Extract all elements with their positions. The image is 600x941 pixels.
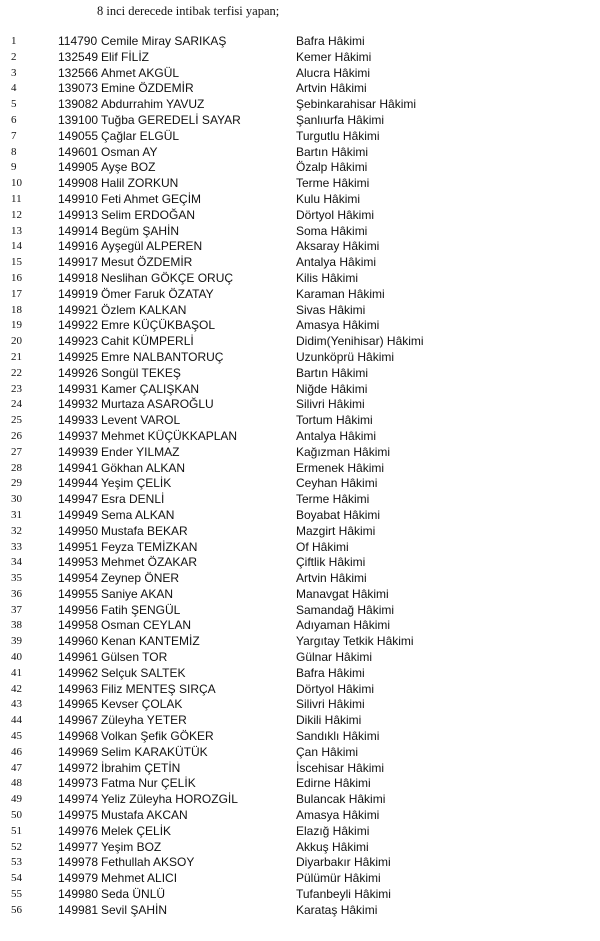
registry-number: 149978 [58,855,99,870]
person-name: Begüm ŞAHİN [101,223,180,238]
registry-number: 149962 [58,665,99,680]
row-number: 8 [11,145,17,158]
assignment-place: Soma Hâkimi [296,223,368,238]
person-name: Saniye AKAN [101,586,174,601]
assignment-place: Kilis Hâkimi [296,270,359,285]
assignment-place: Ermenek Hâkimi [296,460,385,475]
person-name: Seda ÜNLÜ [101,887,166,902]
row-number: 48 [11,777,22,790]
registry-number: 139073 [58,81,99,96]
person-name: Kevser ÇOLAK [101,697,183,712]
row-number: 10 [11,177,22,190]
assignment-place: Artvin Hâkimi [296,571,367,586]
registry-number: 149601 [58,144,99,159]
person-name: Sema ALKAN [101,507,175,522]
row-number: 22 [11,366,22,379]
row-number: 4 [11,82,17,95]
person-name: Ayşe BOZ [101,160,156,175]
list-item [0,224,600,240]
list-item [0,808,600,824]
assignment-place: Silivri Hâkimi [296,697,365,712]
row-number: 40 [11,651,22,664]
person-name: Tuğba GEREDELİ SAYAR [101,112,241,127]
registry-number: 149921 [58,302,99,317]
assignment-place: Şebinkarahisar Hâkimi [296,97,417,112]
person-name: Ender YILMAZ [101,444,180,459]
list-item [0,176,600,192]
registry-number: 149950 [58,523,99,538]
row-number: 30 [11,493,22,506]
assignment-place: Sandıklı Hâkimi [296,729,380,744]
registry-number: 149967 [58,713,99,728]
row-number: 21 [11,350,22,363]
assignment-place: Antalya Hâkimi [296,255,377,270]
list-item [0,97,600,113]
row-number: 43 [11,698,22,711]
assignment-place: Kemer Hâkimi [296,49,372,64]
list-item [0,792,600,808]
registry-number: 149956 [58,602,99,617]
list-item [0,476,600,492]
assignment-place: Kağızman Hâkimi [296,444,391,459]
assignment-place: Bafra Hâkimi [296,665,365,680]
person-name: Mehmet KÜÇÜKKAPLAN [101,428,238,443]
assignment-place: Artvin Hâkimi [296,81,367,96]
person-name: Levent VAROL [101,413,181,428]
list-item [0,776,600,792]
registry-number: 149972 [58,760,99,775]
row-number: 51 [11,824,22,837]
person-name: Melek ÇELİK [101,823,172,838]
list-item [0,855,600,871]
registry-number: 132566 [58,65,99,80]
row-number: 27 [11,445,22,458]
assignment-place: Manavgat Hâkimi [296,586,389,601]
registry-number: 149944 [58,476,99,491]
list-item [0,350,600,366]
person-name: Neslihan GÖKÇE ORUÇ [101,270,234,285]
list-item [0,540,600,556]
list-item [0,129,600,145]
assignment-place: Dörtyol Hâkimi [296,207,375,222]
assignment-place: Dörtyol Hâkimi [296,681,375,696]
assignment-place: Bartın Hâkimi [296,365,369,380]
list-item [0,208,600,224]
list-item [0,618,600,634]
person-name: Murtaza ASAROĞLU [101,397,214,412]
list-item [0,113,600,129]
row-number: 44 [11,714,22,727]
person-name: Mustafa AKCAN [101,808,188,823]
assignment-place: Çiftlik Hâkimi [296,555,366,570]
assignment-place: Amasya Hâkimi [296,808,380,823]
row-number: 45 [11,730,22,743]
list-item [0,429,600,445]
row-number: 1 [11,35,17,47]
row-number: 23 [11,382,22,395]
row-number: 3 [11,66,17,79]
list-item [0,271,600,287]
registry-number: 149916 [58,239,99,254]
person-name: Emre KÜÇÜKBAŞOL [101,318,216,333]
person-name: Osman AY [101,144,158,159]
row-number: 19 [11,319,22,332]
list-item [0,871,600,887]
assignment-place: Karataş Hâkimi [296,902,378,917]
assignment-place: Pülümür Hâkimi [296,871,381,886]
person-name: Ömer Faruk ÖZATAY [101,286,214,301]
list-item [0,666,600,682]
row-number: 31 [11,508,22,521]
row-number: 35 [11,572,22,585]
registry-number: 149947 [58,492,99,507]
assignment-place: Silivri Hâkimi [296,397,365,412]
person-name: Mehmet ALICI [101,871,178,886]
assignment-place: Ceyhan Hâkimi [296,476,378,491]
person-name: Çağlar ELGÜL [101,128,180,143]
person-name: Ayşegül ALPEREN [101,239,203,254]
person-name: Gökhan ALKAN [101,460,186,475]
person-name: Fethullah AKSOY [101,855,195,870]
person-name: Selim ERDOĞAN [101,207,196,222]
registry-number: 139082 [58,97,99,112]
list-item [0,303,600,319]
row-number: 26 [11,429,22,442]
person-name: İbrahim ÇETİN [101,760,181,775]
registry-number: 149974 [58,792,99,807]
registry-number: 149955 [58,586,99,601]
assignment-place: Boyabat Hâkimi [296,507,381,522]
registry-number: 149954 [58,571,99,586]
list-item [0,634,600,650]
person-name: Feti Ahmet GEÇİM [101,191,202,206]
assignment-place: Turgutlu Hâkimi [296,128,380,143]
assignment-place: Dikili Hâkimi [296,713,362,728]
person-name: Selim KARAKÜTÜK [101,744,208,759]
registry-number: 132549 [58,49,99,64]
person-name: Yeliz Züleyha HOROZGİL [101,792,238,807]
row-number: 39 [11,635,22,648]
list-item [0,508,600,524]
assignment-place: Adıyaman Hâkimi [296,618,391,633]
person-name: Abdurrahim YAVUZ [101,97,205,112]
list-item [0,492,600,508]
row-number: 7 [11,129,17,142]
list-item [0,397,600,413]
person-name: Sevil ŞAHİN [101,902,168,917]
person-name: Osman CEYLAN [101,618,192,633]
list-heading: 8 inci derecede intibak terfisi yapan; [97,4,280,18]
assignment-place: Kulu Hâkimi [296,191,361,206]
row-number: 14 [11,240,22,253]
registry-number: 149963 [58,681,99,696]
registry-number: 149975 [58,808,99,823]
list-item [0,887,600,903]
person-name: Yeşim BOZ [101,839,162,854]
registry-number: 149941 [58,460,99,475]
list-item [0,334,600,350]
registry-number: 149923 [58,334,99,349]
list-item [0,840,600,856]
list-item [0,66,600,82]
registry-number: 149055 [58,128,99,143]
list-item [0,287,600,303]
registry-number: 149980 [58,887,99,902]
list-item [0,745,600,761]
registry-number: 149960 [58,634,99,649]
assignment-place: Gülnar Hâkimi [296,650,373,665]
person-name: Züleyha YETER [101,713,187,728]
person-name: Songül TEKEŞ [101,365,181,380]
registry-number: 149958 [58,618,99,633]
registry-number: 149913 [58,207,99,222]
list-item [0,50,600,66]
list-item [0,160,600,176]
row-number: 25 [11,414,22,427]
list-item [0,382,600,398]
registry-number: 149917 [58,255,99,270]
list-item [0,587,600,603]
row-number: 38 [11,619,22,632]
person-name: Halil ZORKUN [101,176,179,191]
row-number: 12 [11,208,22,221]
row-number: 32 [11,524,22,537]
assignment-place: Şanlıurfa Hâkimi [296,112,385,127]
assignment-place: Sivas Hâkimi [296,302,366,317]
row-number: 6 [11,113,17,126]
list-item [0,555,600,571]
row-number: 54 [11,872,22,885]
list-item [0,571,600,587]
row-number: 42 [11,682,22,695]
assignment-place: Diyarbakır Hâkimi [296,855,391,870]
registry-number: 149979 [58,871,99,886]
assignment-place: Terme Hâkimi [296,492,370,507]
person-name: Özlem KALKAN [101,302,187,317]
list-item [0,824,600,840]
list-item [0,697,600,713]
row-number: 53 [11,856,22,869]
assignment-place: Elazığ Hâkimi [296,823,370,838]
assignment-place: Didim(Yenihisar) Hâkimi [296,334,424,349]
row-number: 20 [11,335,22,348]
list-item [0,145,600,161]
person-name: Zeynep ÖNER [101,571,180,586]
assignment-place: Bafra Hâkimi [296,34,365,48]
row-number: 2 [11,50,17,63]
assignment-place: Tufanbeyli Hâkimi [296,887,391,902]
row-number: 5 [11,98,17,111]
list-item [0,761,600,777]
list-item [0,413,600,429]
list-item [0,650,600,666]
row-number: 49 [11,793,22,806]
row-number: 11 [11,192,22,205]
registry-number: 149973 [58,776,99,791]
person-name: Feyza TEMİZKAN [101,539,198,554]
row-number: 41 [11,666,22,679]
person-name: Fatih ŞENGÜL [101,602,181,617]
registry-number: 149977 [58,839,99,854]
registry-number: 149976 [58,823,99,838]
list-item [0,445,600,461]
person-name: Yeşim ÇELİK [101,476,172,491]
list-item [0,255,600,271]
row-number: 55 [11,888,22,901]
assignment-place: Bulancak Hâkimi [296,792,386,807]
assignment-place: Of Hâkimi [296,539,349,554]
row-number: 9 [11,161,17,174]
assignment-place: Edirne Hâkimi [296,776,371,791]
row-number: 34 [11,556,22,569]
row-number: 50 [11,809,22,822]
row-number: 47 [11,761,22,774]
judge-list [0,34,600,919]
person-name: Cahit KÜMPERLİ [101,334,194,349]
registry-number: 149937 [58,428,99,443]
row-number: 33 [11,540,22,553]
list-item [0,729,600,745]
row-number: 56 [11,903,22,916]
assignment-place: Mazgirt Hâkimi [296,523,376,538]
registry-number: 149932 [58,397,99,412]
assignment-place: Alucra Hâkimi [296,65,371,80]
registry-number: 149919 [58,286,99,301]
registry-number: 149968 [58,729,99,744]
assignment-place: İscehisar Hâkimi [296,760,385,775]
row-number: 16 [11,271,22,284]
registry-number: 149981 [58,902,99,917]
assignment-place: Amasya Hâkimi [296,318,380,333]
assignment-place: Aksaray Hâkimi [296,239,380,254]
row-number: 15 [11,256,22,269]
person-name: Selçuk SALTEK [101,665,186,680]
list-item [0,713,600,729]
registry-number: 149939 [58,444,99,459]
person-name: Mustafa BEKAR [101,523,188,538]
list-item [0,461,600,477]
row-number: 28 [11,461,22,474]
registry-number: 149965 [58,697,99,712]
list-item [0,34,600,50]
registry-number: 149931 [58,381,99,396]
row-number: 36 [11,587,22,600]
list-item [0,81,600,97]
registry-number: 149926 [58,365,99,380]
registry-number: 149908 [58,176,99,191]
assignment-place: Tortum Hâkimi [296,413,373,428]
assignment-place: Terme Hâkimi [296,176,370,191]
assignment-place: Yargıtay Tetkik Hâkimi [296,634,414,649]
row-number: 46 [11,745,22,758]
person-name: Mehmet ÖZAKAR [101,555,198,570]
person-name: Gülsen TOR [101,650,168,665]
registry-number: 149969 [58,744,99,759]
row-number: 37 [11,603,22,616]
registry-number: 149961 [58,650,99,665]
registry-number: 149925 [58,349,99,364]
list-item [0,682,600,698]
row-number: 29 [11,477,22,490]
registry-number: 149914 [58,223,99,238]
row-number: 17 [11,287,22,300]
registry-number: 149922 [58,318,99,333]
row-number: 13 [11,224,22,237]
row-number: 24 [11,398,22,411]
person-name: Kamer ÇALIŞKAN [101,381,200,396]
person-name: Ahmet AKGÜL [101,65,180,80]
person-name: Emine ÖZDEMİR [101,81,194,96]
registry-number: 149905 [58,160,99,175]
assignment-place: Çan Hâkimi [296,744,359,759]
person-name: Filiz MENTEŞ SIRÇA [101,681,216,696]
registry-number: 139100 [58,112,99,127]
registry-number: 114790 [58,34,98,48]
registry-number: 149910 [58,191,99,206]
person-name: Emre NALBANTORUÇ [101,349,224,364]
person-name: Esra DENLİ [101,492,165,507]
list-item [0,239,600,255]
assignment-place: Bartın Hâkimi [296,144,369,159]
person-name: Kenan KANTEMİZ [101,634,200,649]
row-number: 52 [11,840,22,853]
person-name: Elif FİLİZ [101,49,150,64]
person-name: Cemile Miray SARIKAŞ [101,34,227,48]
list-item [0,366,600,382]
assignment-place: Karaman Hâkimi [296,286,385,301]
assignment-place: Özalp Hâkimi [296,160,368,175]
registry-number: 149949 [58,507,99,522]
list-item [0,192,600,208]
list-item [0,318,600,334]
person-name: Fatma Nur ÇELİK [101,776,196,791]
registry-number: 149918 [58,270,99,285]
person-name: Volkan Şefik GÖKER [101,729,214,744]
registry-number: 149951 [58,539,99,554]
registry-number: 149953 [58,555,99,570]
assignment-place: Samandağ Hâkimi [296,602,395,617]
person-name: Mesut ÖZDEMİR [101,255,193,270]
list-item [0,603,600,619]
assignment-place: Akkuş Hâkimi [296,839,369,854]
list-item [0,903,600,919]
registry-number: 149933 [58,413,99,428]
assignment-place: Uzunköprü Hâkimi [296,349,395,364]
assignment-place: Antalya Hâkimi [296,428,377,443]
list-item [0,524,600,540]
row-number: 18 [11,303,22,316]
assignment-place: Niğde Hâkimi [296,381,368,396]
